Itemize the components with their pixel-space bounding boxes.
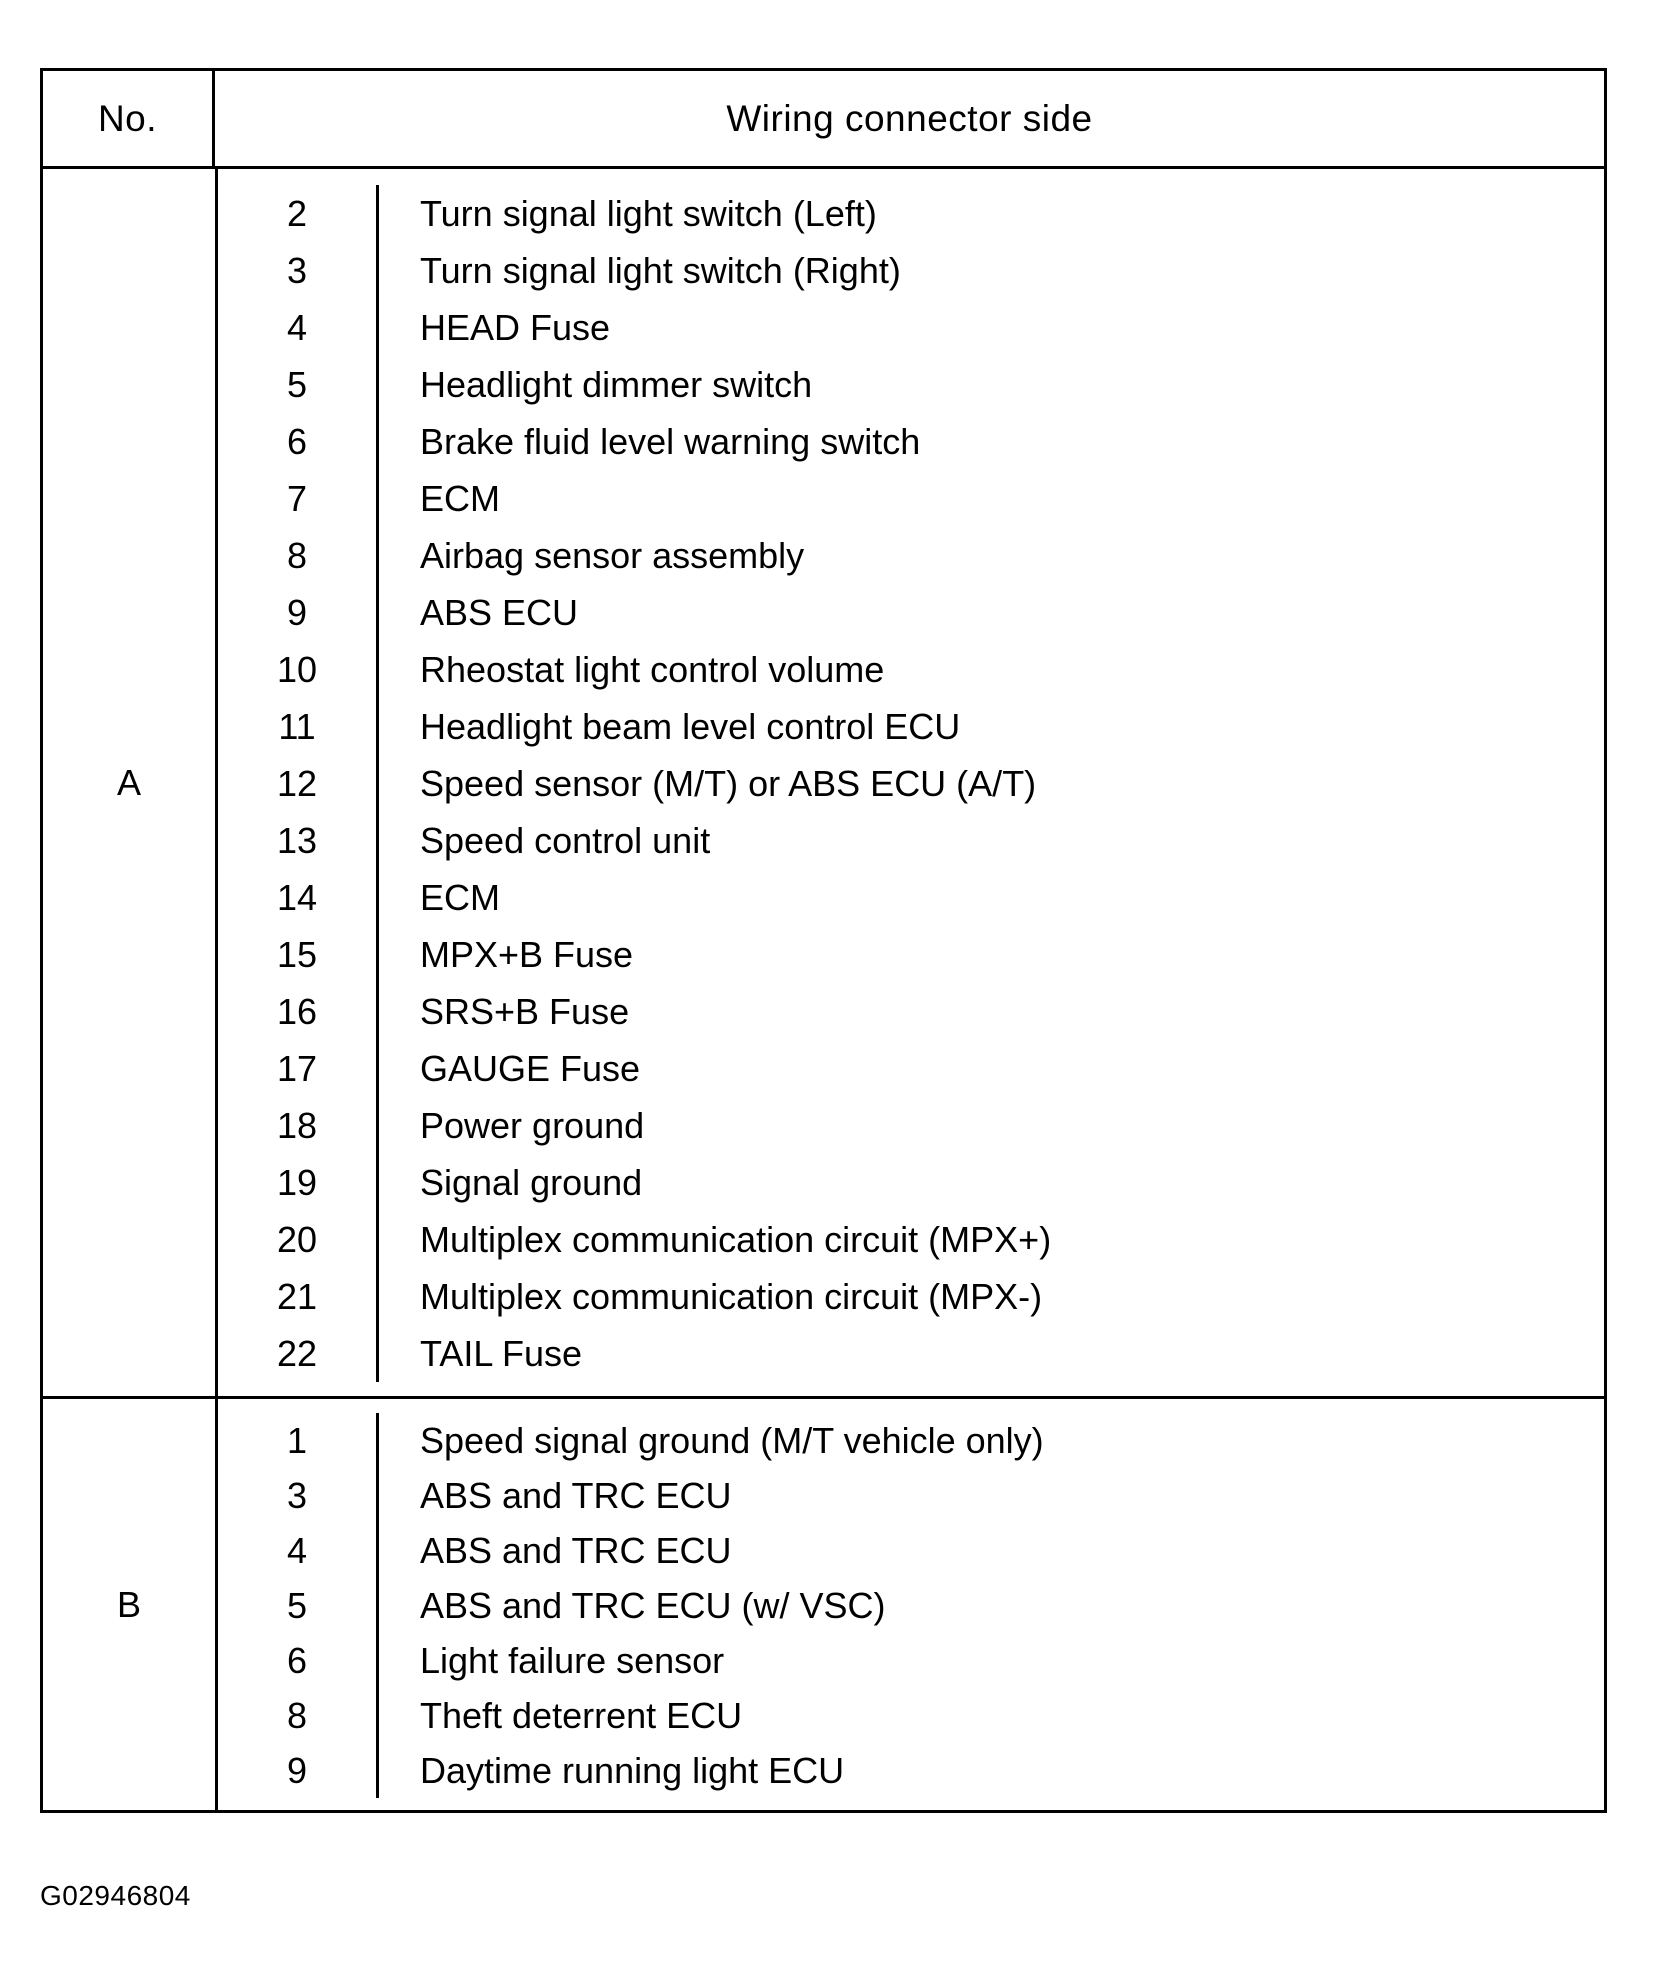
table-row	[218, 1688, 1604, 1743]
connector-description: TAIL Fuse	[420, 1333, 583, 1374]
connector-description: Multiplex communication circuit (MPX+)	[420, 1219, 1052, 1260]
connector-description: Theft deterrent ECU	[420, 1695, 743, 1736]
connector-description: Speed signal ground (M/T vehicle only)	[420, 1420, 1044, 1461]
pin-number: 21	[276, 1276, 318, 1317]
group-a-rows	[218, 169, 1604, 1396]
pin-number: 20	[276, 1219, 318, 1260]
table-row	[218, 584, 1604, 641]
pin-number: 4	[286, 307, 308, 348]
connector-description: SRS+B Fuse	[420, 991, 630, 1032]
connector-description: Power ground	[420, 1105, 645, 1146]
connector-description: Turn signal light switch (Right)	[420, 250, 901, 291]
table-body	[42, 168, 1606, 1812]
table-row	[218, 299, 1604, 356]
table-row	[218, 983, 1604, 1040]
pin-number: 14	[276, 877, 318, 918]
pin-number: 11	[278, 706, 316, 747]
header-wiring-connector-side: Wiring connector side	[214, 70, 1606, 168]
pin-number: 19	[276, 1162, 318, 1203]
pin-number: 8	[286, 1695, 308, 1736]
connector-description: Headlight dimmer switch	[420, 364, 813, 405]
connector-table-container	[40, 68, 1607, 1813]
table-row	[218, 1578, 1604, 1633]
connector-description: Multiplex communication circuit (MPX-)	[420, 1276, 1043, 1317]
header-row	[42, 70, 1606, 168]
pin-number: 12	[276, 763, 318, 804]
pin-number: 6	[286, 421, 308, 462]
table-row	[218, 869, 1604, 926]
pin-number: 10	[276, 649, 318, 690]
table-header	[42, 70, 1606, 168]
connector-description: Turn signal light switch (Left)	[420, 193, 877, 234]
pin-number: 13	[276, 820, 318, 861]
table-row	[218, 1633, 1604, 1688]
pin-number: 8	[286, 535, 308, 576]
pin-number: 22	[276, 1333, 318, 1374]
pin-number: 2	[286, 193, 308, 234]
table-row	[218, 926, 1604, 983]
table-row	[218, 1040, 1604, 1097]
connector-description: ABS and TRC ECU (w/ VSC)	[420, 1585, 886, 1626]
table-row	[218, 413, 1604, 470]
table-row	[218, 1523, 1604, 1578]
connector-description: ABS and TRC ECU	[420, 1475, 732, 1516]
table-row	[218, 641, 1604, 698]
table-row	[218, 1154, 1604, 1211]
pin-number: 16	[276, 991, 318, 1032]
connector-table	[40, 68, 1607, 1813]
table-row	[218, 527, 1604, 584]
connector-description: Headlight beam level control ECU	[420, 706, 961, 747]
connector-description: GAUGE Fuse	[420, 1048, 641, 1089]
connector-description: ABS and TRC ECU	[420, 1530, 732, 1571]
connector-description: Light failure sensor	[420, 1640, 725, 1681]
table-row	[218, 356, 1604, 413]
table-row	[218, 698, 1604, 755]
table-row	[218, 470, 1604, 527]
connector-description: ECM	[420, 877, 500, 918]
pin-number: 3	[286, 250, 308, 291]
table-row	[218, 242, 1604, 299]
connector-description: MPX+B Fuse	[420, 934, 634, 975]
table-row	[218, 185, 1604, 242]
connector-description: Brake fluid level warning switch	[420, 421, 921, 462]
connector-description: ABS ECU	[420, 592, 579, 633]
connector-description: ECM	[420, 478, 500, 519]
header-no: No.	[42, 70, 214, 168]
connector-description: Speed control unit	[420, 820, 711, 861]
connector-description: Airbag sensor assembly	[420, 535, 805, 576]
table-row	[42, 1398, 1606, 1812]
connector-description: Rheostat light control volume	[420, 649, 885, 690]
pin-number: 9	[286, 592, 308, 633]
pin-number: 18	[276, 1105, 318, 1146]
table-row	[218, 1268, 1604, 1325]
table-row	[218, 812, 1604, 869]
group-label-a: A	[116, 761, 141, 803]
connector-description: HEAD Fuse	[420, 307, 611, 348]
pin-number: 3	[286, 1475, 308, 1516]
pin-number: 17	[276, 1048, 318, 1089]
pin-number: 1	[286, 1420, 308, 1461]
connector-description: Daytime running light ECU	[420, 1750, 845, 1791]
connector-description: Speed sensor (M/T) or ABS ECU (A/T)	[420, 763, 1037, 804]
table-row	[218, 1468, 1604, 1523]
pin-number: 15	[276, 934, 318, 975]
pin-number: 7	[286, 478, 308, 519]
table-row	[42, 168, 1606, 1398]
pin-number: 5	[286, 364, 308, 405]
group-b-rows	[218, 1399, 1604, 1810]
table-row	[218, 1097, 1604, 1154]
group-label-b: B	[116, 1583, 141, 1625]
group-section-b	[42, 1398, 1606, 1812]
table-row	[218, 1413, 1604, 1468]
connector-description: Signal ground	[420, 1162, 643, 1203]
pin-number: 9	[286, 1750, 308, 1791]
table-row	[218, 755, 1604, 812]
pin-number: 5	[286, 1585, 308, 1626]
table-row	[218, 1743, 1604, 1798]
pin-number: 6	[286, 1640, 308, 1681]
group-section-a	[42, 168, 1606, 1398]
table-row	[218, 1211, 1604, 1268]
table-row	[218, 1325, 1604, 1382]
figure-id: G02946804	[40, 1880, 191, 1911]
pin-number: 4	[286, 1530, 308, 1571]
